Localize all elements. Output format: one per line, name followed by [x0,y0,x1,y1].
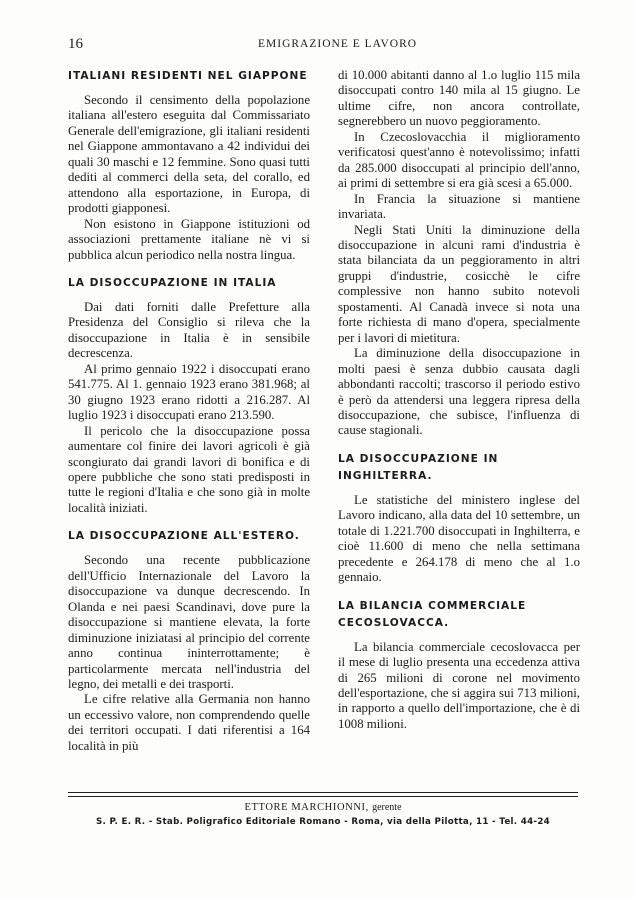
signature [68,802,578,813]
running-title: EMIGRAZIONE E LAVORO [258,38,418,50]
paragraph: Secondo il censimento della popolazione italiana all'estero eseguita dal Commissariato Generale dell'emigrazione, gli italiani residenti nel Giappone ammontavano a 42 individui dei quali 30 maschi e 12 femmine. Sono quasi tutti dediti al commerci della seta, del corallo, ed attendono alla esportazione, in Europa, di prodotti giapponesi. [68,93,310,216]
paragraph: La bilancia commerciale cecoslovacca per il mese di luglio presenta una eccedenza attiva di 265 milioni di corone nel movimento dell'esportazione, che si aggira sui 713 milioni, in rapporto a quello dell'importazione, che è di 1008 milioni. [338,639,580,731]
paragraph: In Czecoslovacchia il miglioramento verificatosi quest'anno è notevolissimo; infatti da 285.000 disoccupati al principio dell'anno, ai primi di settembre si era già scesi a 65.000. [338,129,580,191]
paragraph: Negli Stati Uniti la diminuzione della disoccupazione in alcuni rami d'industria è stata bilanciata da un peggioramento in altri gruppi d'industrie, cosicchè le cifre complessive non hanno subito notevoli spostamenti. Al Canadà invece si nota una forte richiesta di mano d'opera, specialmente per i lavori di mietitura. [338,222,580,345]
paragraph: Al primo gennaio 1922 i disoccupati erano 541.775. Al 1. gennaio 1923 erano 381.968; al 30 giugno 1923 erano ridotti a 216.287. Al luglio 1923 i disoccupati erano 213.590. [68,361,310,423]
paragraph: Le statistiche del ministero inglese del Lavoro indicano, alla data del 10 settembre, un totale di 1.221.700 disoccupati in Inghilterra, e cioè 11.600 di meno che nella settimana precedente e 264.178 di meno che al 1.o gennaio. [338,492,580,585]
paragraph: Secondo una recente pubblicazione dell'Ufficio Internazionale del Lavoro la disoccupazione va dunque decrescendo. In Olanda e nei paesi Scandinavi, dove pure la disoccupazione si mantiene elevata, la forte diminuzione iniziatasi al principio del corrente anno continua ininterrottamente; è particolarmente mercata nell'industria del legno, dei metalli e dei trasporti. [68,553,310,691]
paragraph: In Francia la situazione si mantiene invariata. [338,191,580,222]
paragraph: Il pericolo che la disoccupazione possa aumentare col finire dei lavori agricoli è già scongiurato dai grandi lavori di bonifica e di opere pubbliche che sono stati predisposti in tutte le regioni d'Italia e che sono già in molte località iniziati. [68,423,310,515]
paragraph: Dai dati forniti dalle Prefetture alla Presidenza del Consiglio si rileva che la disoccupazione in Italia è in sensibile decrescenza. [68,299,310,361]
page-header [68,36,578,56]
signature-role: gerente [372,802,402,813]
section-heading-disoccupazione-italia: LA DISOCCUPAZIONE IN ITALIA [68,276,277,289]
footer-rule [68,792,578,797]
left-column [68,68,310,754]
section-heading-disoccupazione-inghilterra: LA DISOCCUPAZIONE IN INGHILTERRA. [338,452,499,482]
paragraph: La diminuzione della disoccupazione in molti paesi è senza dubbio causata dagli abbondanti raccolti; trascorso il periodo estivo è però da attendersi una leggera ripresa della disoccupazione, che subisce, l'influenza di cause stagionali. [338,346,580,438]
section-heading-italiani-giappone: ITALIANI RESIDENTI NEL GIAPPONE [68,70,308,82]
right-column [338,68,580,732]
printer-imprint: S. P. E. R. - Stab. Poligrafico Editoriale Romano - Roma, via della Pilotta, 11 - Tel. 44-24 [95,817,551,827]
paragraph: Le cifre relative alla Germania non hanno un eccessivo valore, non comprendendo quelle dei territori occupati. I dati riferentisi a 164 località in più [68,692,310,753]
page-footer [68,792,578,827]
page-number: 16 [68,36,83,52]
signature-name: ETTORE MARCHIONNI, [244,802,369,813]
section-heading-disoccupazione-estero: LA DISOCCUPAZIONE ALL'ESTERO. [68,530,300,543]
section-heading-bilancia-commerciale: LA BILANCIA COMMERCIALE CECOSLOVACCA. [338,599,527,629]
paragraph: Non esistono in Giappone istituzioni od associazioni prettamente italiane nè vi si pubblica alcun periodico nella nostra lingua. [68,216,310,262]
paragraph-continuation: di 10.000 abitanti danno al 1.o luglio 115 mila disoccupati contro 140 mila al 15 giugno. Le ultime cifre, non ancora controllate, segnerebbero un nuovo peggioramento. [338,68,580,129]
